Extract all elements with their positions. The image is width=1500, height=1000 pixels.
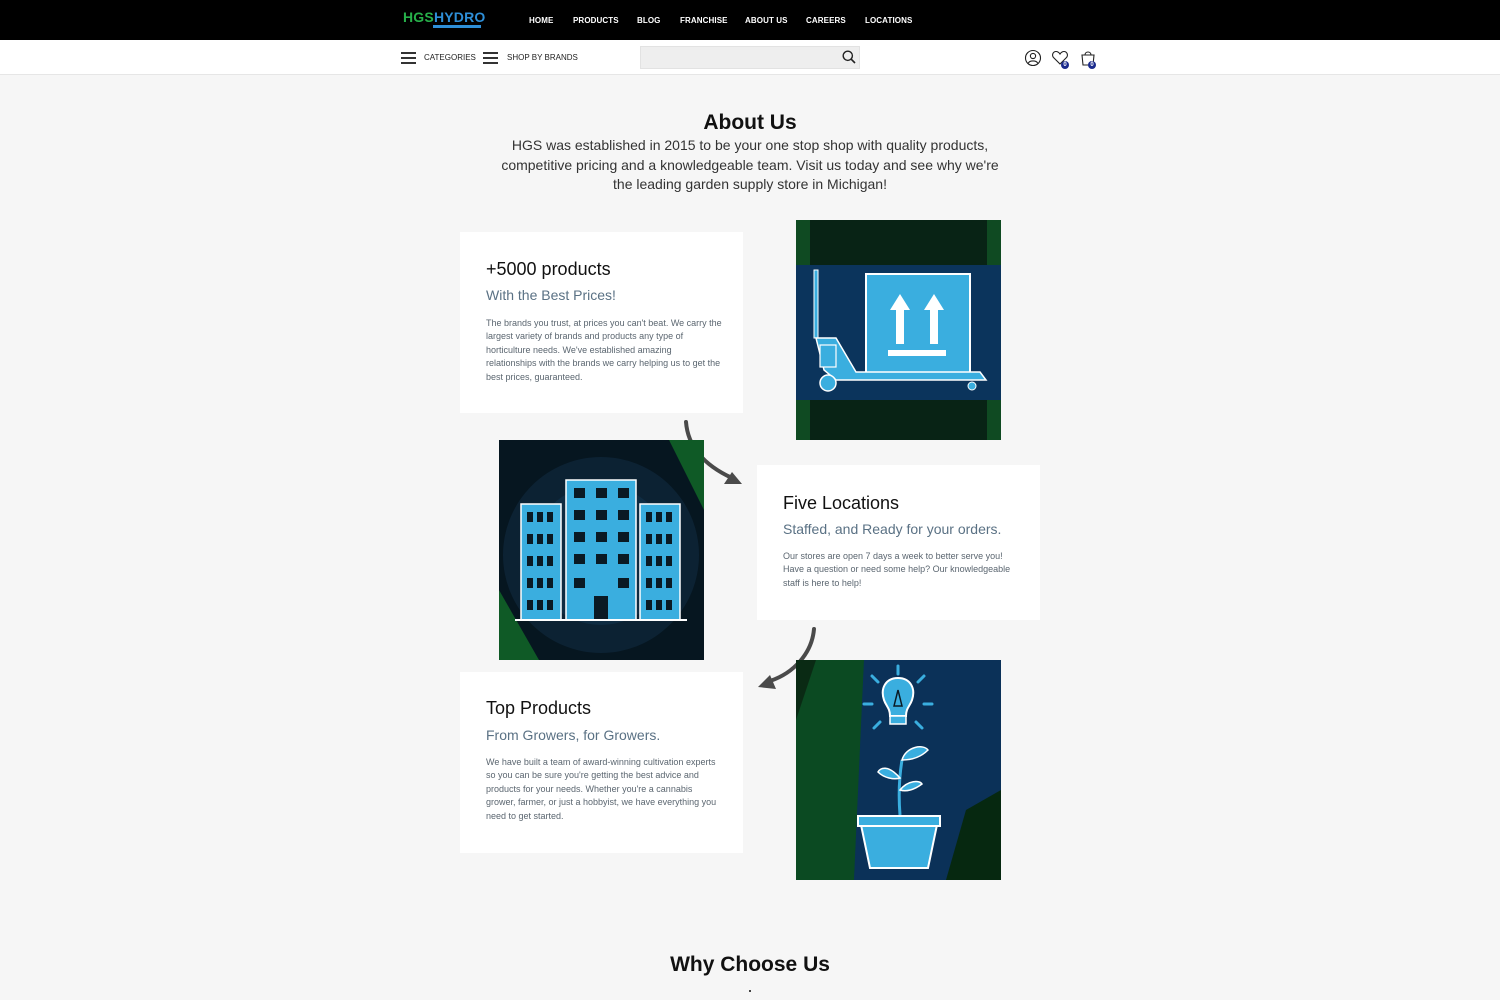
nav-franchise[interactable]: FRANCHISE <box>680 16 728 25</box>
cart-count-badge: 0 <box>1088 61 1096 69</box>
feature-body: Our stores are open 7 days a week to better serve you! Have a question or need some help? Our knowledgeable staff is here to help! <box>783 551 1011 588</box>
top-navigation-bar <box>0 0 1500 40</box>
feature-card-products <box>460 232 743 413</box>
lightbulb-plant-icon <box>796 660 1001 880</box>
user-icon[interactable] <box>1024 49 1042 67</box>
categories-menu-icon[interactable] <box>401 52 416 64</box>
hgs-hydro-logo[interactable] <box>403 9 486 31</box>
feature-body: We have built a team of award-winning cultivation experts so you can be sure you're getting the best advice and products for your needs. Whether you're a cannabis grower, farmer, or just a hobbyist, we have everything you need to get started. <box>486 757 717 821</box>
nav-home[interactable]: HOME <box>529 16 554 25</box>
logo-text-hgs: HGS <box>403 9 434 25</box>
feature-title: Top Products <box>486 698 592 718</box>
pallet-jack-tile <box>796 220 1001 440</box>
search-icon[interactable] <box>842 50 856 64</box>
why-choose-us-title: Why Choose Us <box>670 953 830 976</box>
nav-blog[interactable]: BLOG <box>637 16 661 25</box>
nav-products[interactable]: PRODUCTS <box>573 16 619 25</box>
feature-title: Five Locations <box>783 493 900 513</box>
feature-body: The brands you trust, at prices you can't beat. We carry the largest variety of brands and products any type of horticulture needs. We've established amazing relationships with the brands we carry helping us to get the best prices, guaranteed. <box>486 318 722 382</box>
logo-underline <box>433 25 481 28</box>
about-us-description: HGS was established in 2015 to be your one stop shop with quality products, competitive pricing and a knowledgeable team. Visit us today and see why we're the leading garden supply store in Michigan! <box>501 137 999 192</box>
building-icon <box>499 440 704 660</box>
feature-subtitle: With the Best Prices! <box>486 287 616 303</box>
nav-about-us[interactable]: ABOUT US <box>745 16 788 25</box>
brands-menu-icon[interactable] <box>483 52 498 64</box>
feature-title: +5000 products <box>486 259 611 279</box>
feature-card-locations <box>757 465 1040 620</box>
building-tile <box>499 440 704 660</box>
about-us-title: About Us <box>703 111 797 134</box>
search-input[interactable] <box>640 46 860 69</box>
section-divider-dot <box>749 990 751 992</box>
shop-by-brands-label[interactable]: SHOP BY BRANDS <box>507 53 578 62</box>
feature-subtitle: From Growers, for Growers. <box>486 727 661 743</box>
feature-subtitle: Staffed, and Ready for your orders. <box>783 521 1002 537</box>
categories-label[interactable]: CATEGORIES <box>424 53 476 62</box>
secondary-toolbar <box>0 40 1500 75</box>
wishlist-count-badge: 0 <box>1061 61 1069 69</box>
pallet-jack-icon <box>796 220 1001 440</box>
logo-text-hydro: HYDRO <box>433 9 486 25</box>
nav-careers[interactable]: CAREERS <box>806 16 846 25</box>
lightbulb-plant-tile <box>796 660 1001 880</box>
feature-card-top-products <box>460 672 743 853</box>
nav-locations[interactable]: LOCATIONS <box>865 16 913 25</box>
